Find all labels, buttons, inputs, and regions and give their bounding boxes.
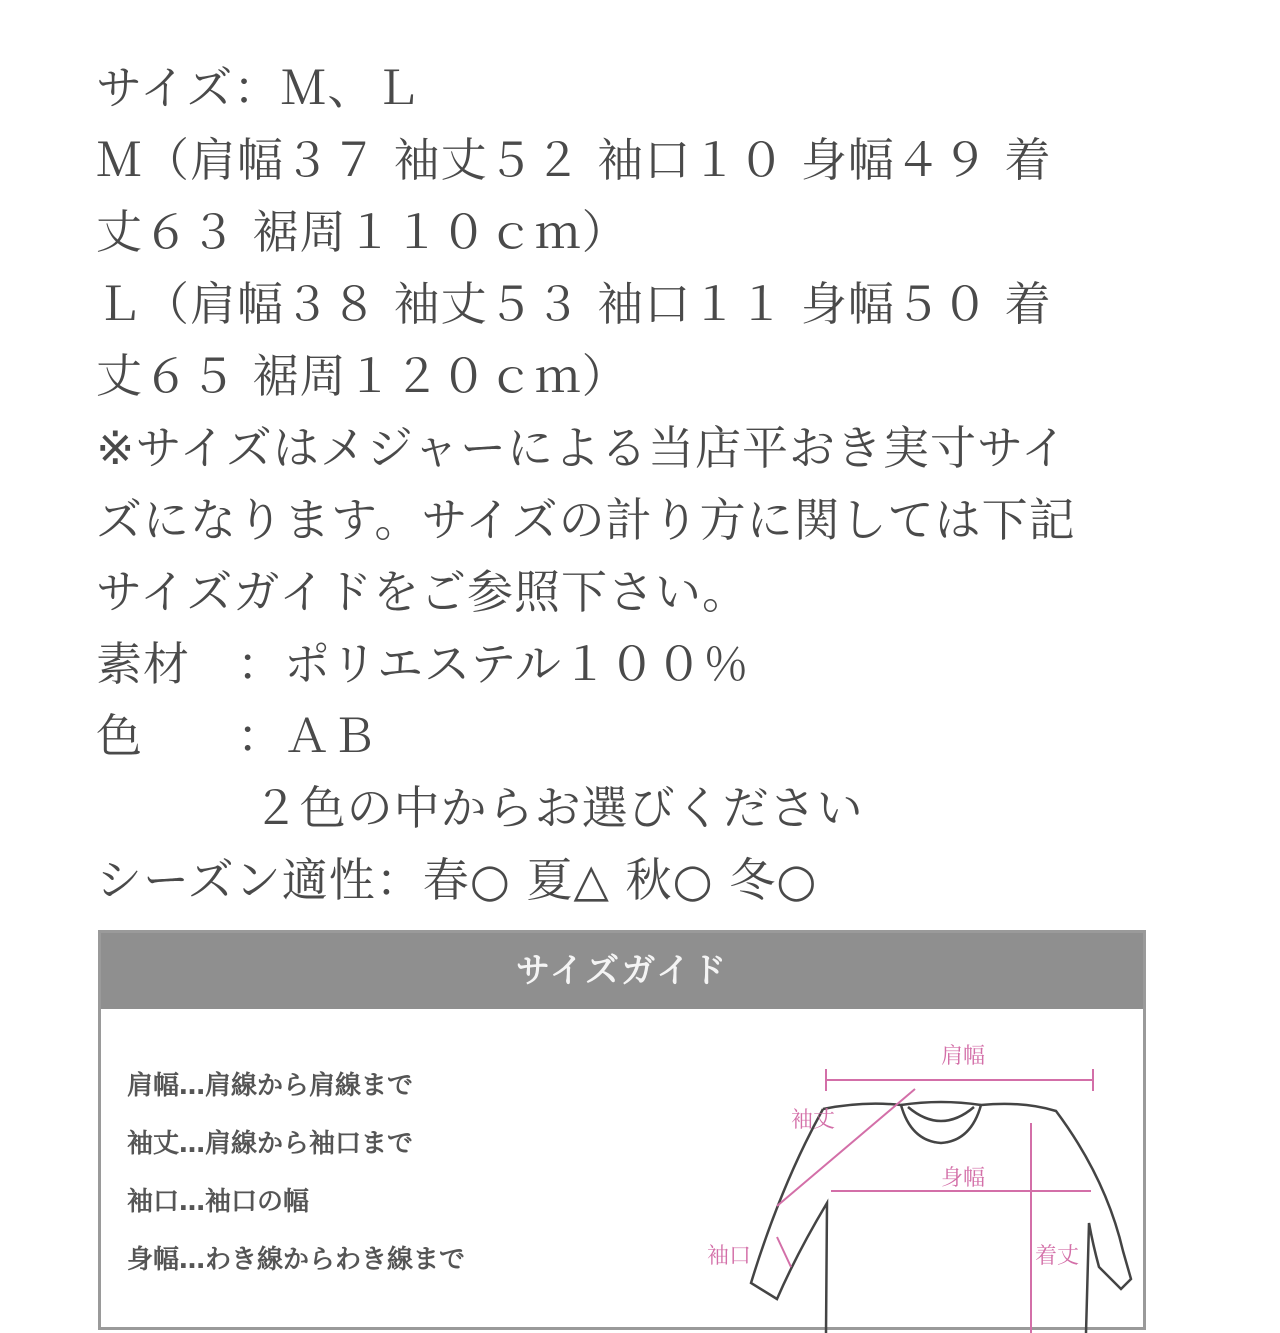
- label-cuff: 袖口: [707, 1244, 752, 1269]
- size-guide-list: [127, 1057, 465, 1289]
- size-guide-title: サイズガイド: [101, 933, 1143, 1009]
- color-line: 色 ：ＡＢ: [96, 709, 378, 763]
- season-line: シーズン適性：春○ 夏△ 秋○ 冬○: [96, 853, 818, 907]
- note-line-3: サイズガイドをご参照下さい。: [96, 565, 749, 619]
- label-sleeve-length: 袖丈: [791, 1108, 836, 1133]
- material-line: 素材 ：ポリエステル１００％: [96, 637, 750, 691]
- size-m-line-1: Ｍ（肩幅３７ 袖丈５２ 袖口１０ 身幅４９ 着: [96, 133, 1052, 187]
- guide-item-sleeve-length: 袖丈…肩線から袖口まで: [127, 1129, 414, 1159]
- guide-item-shoulder: 肩幅…肩線から肩線まで: [127, 1071, 414, 1101]
- size-guide: [98, 930, 1146, 1330]
- guide-item-body-width: 身幅…わき線からわき線まで: [127, 1245, 466, 1275]
- product-description: [96, 52, 1156, 916]
- note-line-1: ※サイズはメジャーによる当店平おき実寸サイ: [96, 421, 1068, 475]
- label-body-width: 身幅: [941, 1166, 986, 1191]
- size-m-line-2: 丈６３ 裾周１１０ｃｍ）: [96, 205, 629, 259]
- size-l-line-1: Ｌ（肩幅３８ 袖丈５３ 袖口１１ 身幅５０ 着: [96, 277, 1052, 331]
- note-line-2: ズになります。サイズの計り方に関しては下記: [96, 493, 1076, 547]
- garment-diagram: [601, 1033, 1141, 1333]
- label-length: 着丈: [1035, 1244, 1080, 1269]
- color-choice-line: ２色の中からお選びください: [96, 781, 864, 835]
- label-shoulder: 肩幅: [941, 1044, 986, 1069]
- sizes-line: サイズ：Ｍ、Ｌ: [96, 61, 422, 115]
- size-l-line-2: 丈６５ 裾周１２０ｃｍ）: [96, 349, 629, 403]
- guide-item-cuff: 袖口…袖口の幅: [127, 1187, 310, 1217]
